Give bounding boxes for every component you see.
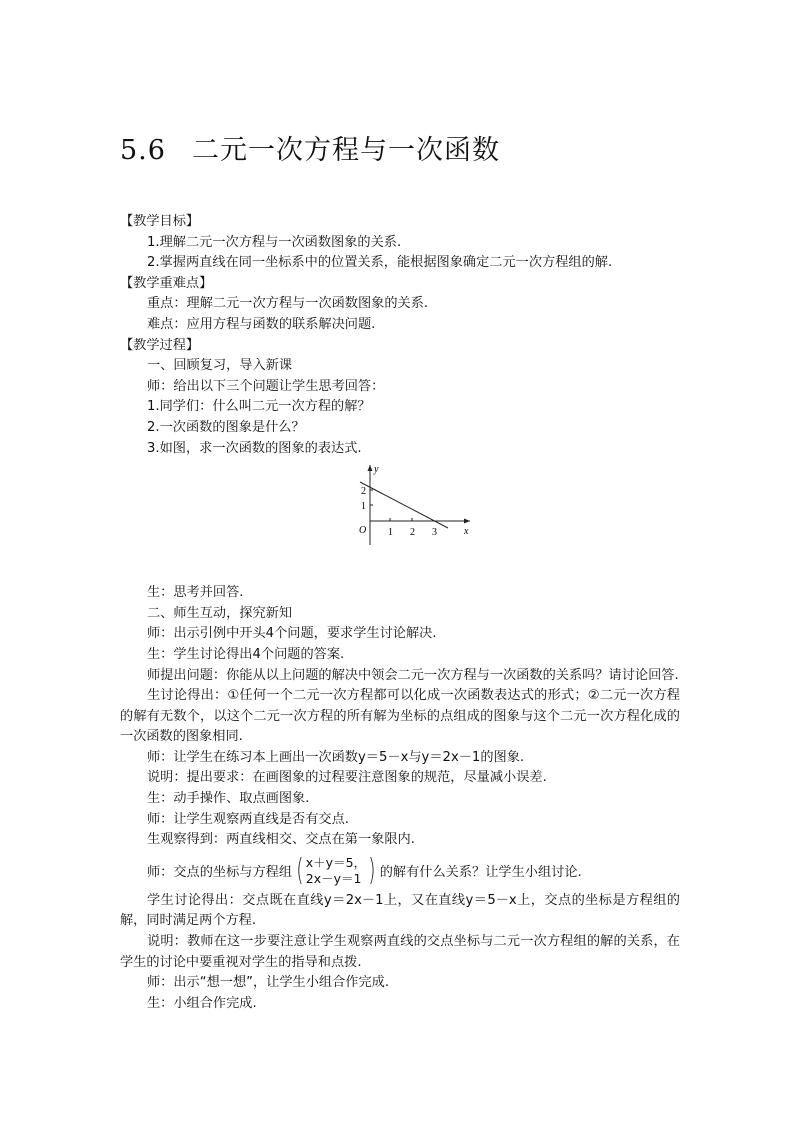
question-3: 3.如图，求一次函数的图象的表达式. [147, 440, 362, 456]
equation-system [294, 854, 378, 888]
x-axis-label: x [464, 526, 469, 538]
origin-label: O [359, 525, 367, 537]
teaching-note: 说明：教师在这一步要注意让学生观察两直线的交点坐标与二元一次方程组的解的关系，在学生的讨论中要重视对学生的指导和点拨. [120, 934, 680, 970]
student-intersection-conclusion: 学生讨论得出：交点既在直线y＝2x－1上，又在直线y＝5－x上，交点的坐标是方程组的解，同时满足两个方程. [120, 892, 680, 929]
difficult-point: 难点：应用方程与函数的联系解决问题. [147, 316, 376, 332]
y-tick-label-2: 2 [361, 486, 366, 498]
section-number: 5.6 [120, 135, 166, 166]
lesson-body [120, 212, 680, 1014]
teacher-think: 师：出示“想一想”，让学生小组合作完成. [147, 975, 390, 991]
goal-1: 1.理解二元一次方程与一次函数图象的关系. [147, 234, 402, 250]
process-heading: 【教学过程】 [120, 337, 200, 353]
teacher-shows-questions: 师：出示引例中开头4个问题，要求学生讨论解决. [147, 626, 437, 642]
student-observation: 生观察得到：两直线相交、交点在第一象限内. [147, 832, 415, 848]
key-heading: 【教学重难点】 [120, 275, 213, 291]
equation-2: 2x－y＝1 [305, 870, 362, 886]
section-title: 二元一次方程与一次函数 [191, 135, 500, 166]
student-draws: 生：动手操作、取点画图象. [147, 791, 310, 807]
y-axis-label: y [374, 464, 379, 476]
x-tick-label-2: 2 [410, 527, 415, 539]
goal-heading: 【教学目标】 [120, 214, 200, 229]
system-question-start: 师：交点的坐标与方程组 [147, 865, 293, 881]
student-group-work: 生：小组合作完成. [147, 995, 257, 1011]
system-question [120, 851, 680, 891]
y-tick-label-1: 1 [361, 501, 366, 513]
teacher-prompt: 师：给出以下三个问题让学生思考回答： [147, 378, 385, 394]
student-conclusion: 生讨论得出：①任何一个二元一次方程都可以化成一次函数表达式的形式；②二元一次方程的解有无数个，以这个二元一次方程的所有解为坐标的点组成的图象与这个二元一次方程化成的一次函数的图象相同. [120, 688, 680, 745]
x-axis-arrow [464, 519, 470, 524]
function-graph [352, 463, 472, 549]
teacher-question: 师提出问题：你能从以上问题的解决中领会二元一次方程与一次函数的关系吗？请讨论回答. [147, 667, 679, 683]
system-question-end: 的解有什么关系？让学生小组讨论. [379, 865, 582, 881]
student-answer: 生：思考并回答. [147, 585, 244, 601]
key-point: 重点：理解二元一次方程与一次函数图象的关系. [147, 296, 429, 312]
step-1-heading: 一、回顾复习，导入新课 [147, 358, 293, 374]
right-paren: ) [368, 852, 376, 888]
step-2-heading: 二、师生互动，探究新知 [147, 605, 293, 621]
note-requirement: 说明：提出要求：在画图象的过程要注意图象的规范，尽量减小误差. [147, 770, 547, 786]
x-tick-label-3: 3 [432, 527, 437, 539]
x-tick-label-1: 1 [388, 527, 393, 539]
page-title [120, 128, 500, 167]
teacher-observe: 师：让学生观察两直线是否有交点. [147, 811, 350, 827]
student-discussion: 生：学生讨论得出4个问题的答案. [147, 646, 345, 662]
equation-1: x＋y＝5， [305, 854, 367, 870]
function-graph-figure [120, 459, 680, 583]
question-1: 1.同学们：什么叫二元一次方程的解？ [147, 399, 371, 415]
question-2: 2.一次函数的图象是什么？ [147, 419, 305, 435]
y-axis-arrow [368, 465, 373, 471]
left-paren: ( [296, 852, 304, 888]
goal-2: 2.掌握两直线在同一坐标系中的位置关系，能根据图象确定二元一次方程组的解. [147, 255, 613, 271]
teacher-draw-graphs: 师：让学生在练习本上画出一次函数y＝5－x与y＝2x－1的图象. [147, 749, 525, 765]
